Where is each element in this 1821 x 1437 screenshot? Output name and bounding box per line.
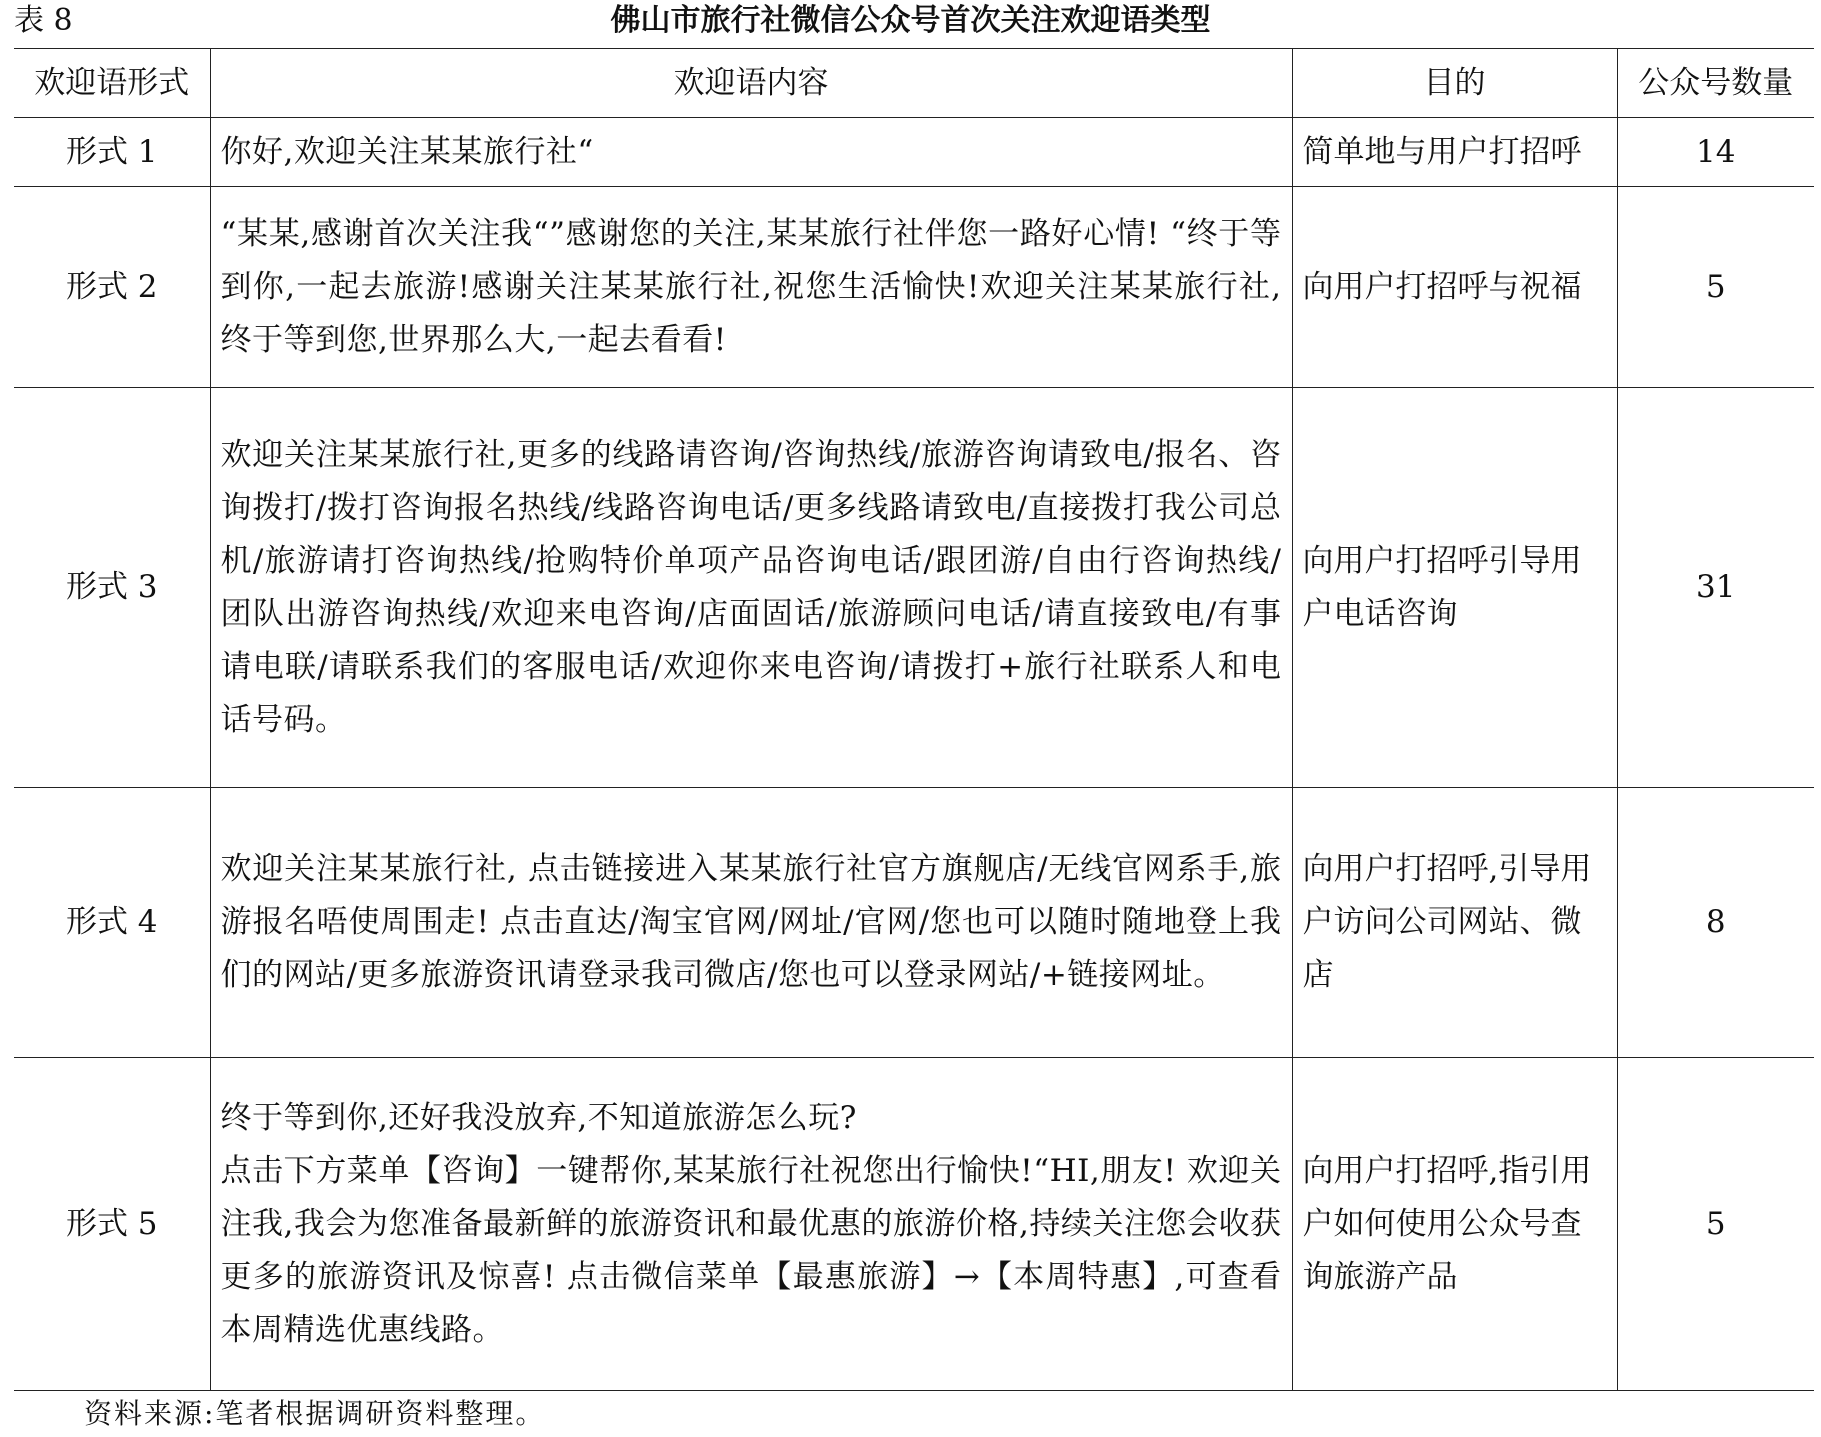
purpose-cell: 向用户打招呼引导用户电话咨询 xyxy=(1292,388,1617,788)
content-cell: 欢迎关注某某旅行社, 点击链接进入某某旅行社官方旗舰店/无线官网系手,旅游报名唔使周围走! 点击直达/淘宝官网/网址/官网/您也可以随时随地登上我们的网站/更多旅游资讯请登录我司微店/您也可以登录网站/+链接网址。 xyxy=(210,788,1292,1058)
table-label: 表 8 xyxy=(14,3,73,38)
count-cell: 31 xyxy=(1617,388,1814,788)
count-cell: 14 xyxy=(1617,118,1814,187)
count-cell: 8 xyxy=(1617,788,1814,1058)
count-cell: 5 xyxy=(1617,1058,1814,1391)
purpose-cell: 简单地与用户打招呼 xyxy=(1292,118,1617,187)
welcome-message-table xyxy=(14,48,1814,1391)
table-title: 佛山市旅行社微信公众号首次关注欢迎语类型 xyxy=(610,3,1211,38)
form-cell: 形式 4 xyxy=(14,788,210,1058)
content-line: 终于等到你,还好我没放弃,不知道旅游怎么玩? xyxy=(220,1099,857,1136)
table-row xyxy=(14,788,1814,1058)
table-row xyxy=(14,187,1814,388)
form-cell: 形式 3 xyxy=(14,388,210,788)
table-row xyxy=(14,388,1814,788)
header-count: 公众号数量 xyxy=(1617,49,1814,118)
purpose-cell: 向用户打招呼与祝福 xyxy=(1292,187,1617,388)
content-cell: “某某,感谢首次关注我“”感谢您的关注,某某旅行社伴您一路好心情! “终于等到你,一起去旅游!感谢关注某某旅行社,祝您生活愉快!欢迎关注某某旅行社,终于等到您,世界那么大,一起去看看! xyxy=(210,187,1292,388)
header-purpose: 目的 xyxy=(1292,49,1617,118)
purpose-cell: 向用户打招呼,引导用户访问公司网站、微店 xyxy=(1292,788,1617,1058)
content-line: 点击下方菜单【咨询】一键帮你,某某旅行社祝您出行愉快!“HI,朋友! 欢迎关注我,我会为您准备最新鲜的旅游资讯和最优惠的旅游价格,持续关注您会收获更多的旅游资讯及惊喜! 点击微信菜单【最惠旅游】→【本周特惠】,可查看本周精选优惠线路。 xyxy=(220,1152,1282,1348)
content-cell: 欢迎关注某某旅行社,更多的线路请咨询/咨询热线/旅游咨询请致电/报名、咨询拨打/拨打咨询报名热线/线路咨询电话/更多线路请致电/直接拨打我公司总机/旅游请打咨询热线/抢购特价单项产品咨询电话/跟团游/自由行咨询热线/团队出游咨询热线/欢迎来电咨询/店面固话/旅游顾问电话/请直接致电/有事请电联/请联系我们的客服电话/欢迎你来电咨询/请拨打+旅行社联系人和电话号码。 xyxy=(210,388,1292,788)
purpose-cell: 向用户打招呼,指引用户如何使用公众号查询旅游产品 xyxy=(1292,1058,1617,1391)
table-row xyxy=(14,1058,1814,1391)
content-cell xyxy=(210,1058,1292,1391)
header-content: 欢迎语内容 xyxy=(210,49,1292,118)
form-cell: 形式 2 xyxy=(14,187,210,388)
source-note: 资料来源:笔者根据调研资料整理。 xyxy=(84,1397,546,1430)
header-form: 欢迎语形式 xyxy=(14,49,210,118)
form-cell: 形式 1 xyxy=(14,118,210,187)
content-cell: 你好,欢迎关注某某旅行社“ xyxy=(210,118,1292,187)
table-row xyxy=(14,118,1814,187)
count-cell: 5 xyxy=(1617,187,1814,388)
table-header-row xyxy=(14,49,1814,118)
form-cell: 形式 5 xyxy=(14,1058,210,1391)
